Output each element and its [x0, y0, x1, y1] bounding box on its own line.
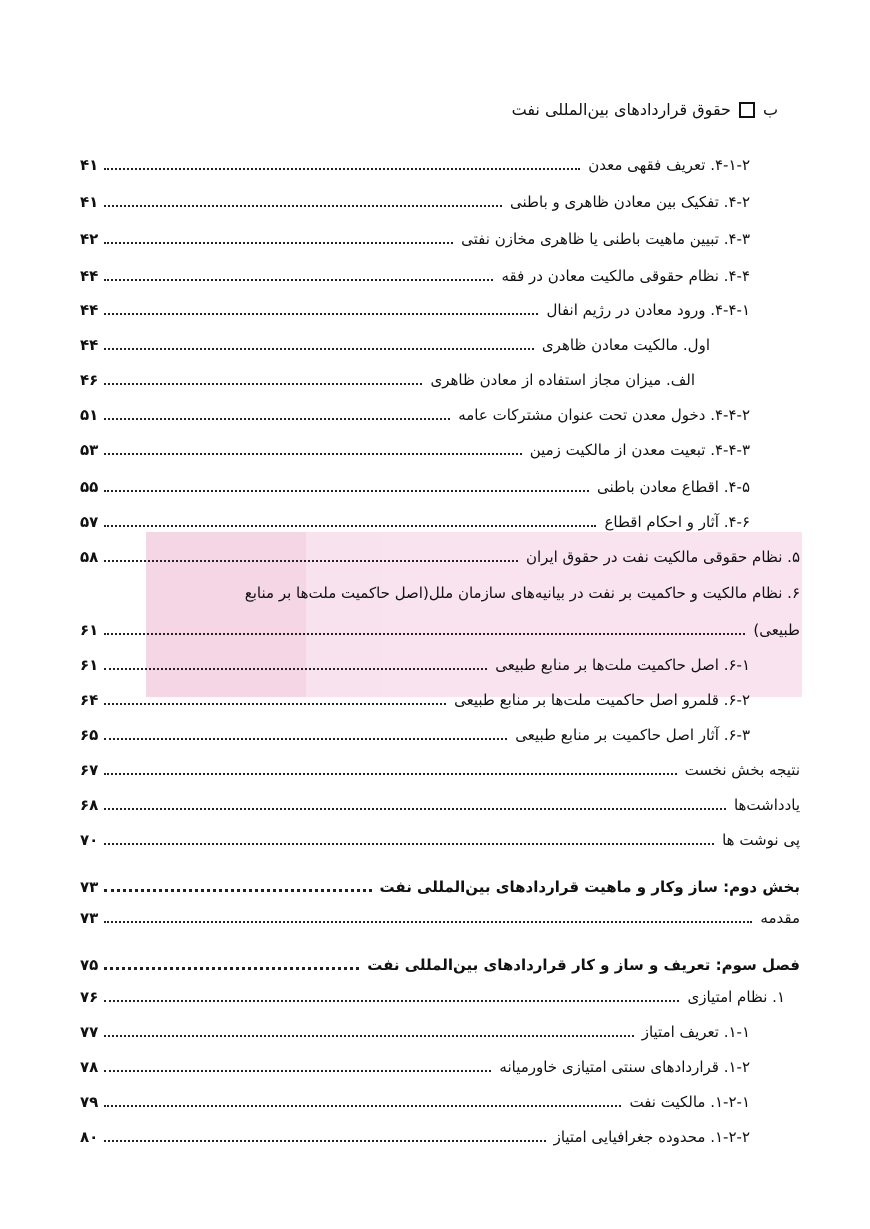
toc-entry-page: ۵۳ [80, 441, 99, 459]
toc-entry-page: ۷۷ [80, 1023, 99, 1041]
toc-entry [80, 987, 785, 1007]
toc-entry-title: الف. میزان مجاز استفاده از معادن ظاهری [430, 371, 695, 389]
toc-entry-title: نتیجه بخش نخست [684, 761, 800, 779]
toc-entry [80, 370, 695, 390]
toc-entry-page: ۷۰ [80, 831, 99, 849]
toc-entry-title: ۱-۱. تعریف امتیاز [641, 1023, 750, 1041]
toc-entry-title: ۱-۲-۱. مالکیت نفت [629, 1093, 750, 1111]
toc-entry-page: ۶۷ [80, 761, 99, 779]
toc-section-entry [80, 877, 800, 897]
toc-entry-title: ۶-۳. آثار اصل حاکمیت بر منابع طبیعی [515, 726, 750, 744]
toc-entry-title: ۴-۵. اقطاع معادن باطنی [596, 478, 750, 496]
toc-entry [80, 512, 750, 532]
toc-entry-title: یادداشت‌ها [733, 796, 800, 814]
toc-entry-title: ۱-۲. قراردادهای سنتی امتیازی خاورمیانه [499, 1058, 750, 1076]
toc-entry-page: ۵۵ [80, 478, 99, 496]
toc-entry [80, 1092, 750, 1112]
toc-entry-title: بخش دوم: ساز وکار و ماهیت قراردادهای بین‌المللی نفت [379, 878, 800, 896]
toc-entry [80, 1022, 750, 1042]
toc-entry [80, 335, 710, 355]
toc-entry-page: ۸۰ [80, 1128, 99, 1146]
toc-entry [80, 477, 750, 497]
toc-entry-title: اول. مالکیت معادن ظاهری [541, 336, 710, 354]
toc-entry [80, 795, 800, 815]
toc-entry [80, 405, 750, 425]
toc-entry-title-line1: ۶. نظام مالکیت و حاکمیت بر نفت در بیانیه‌های سازمان ملل(اصل حاکمیت ملت‌ها بر منابع [244, 584, 800, 602]
toc-entry-title: ۱. نظام امتیازی [687, 988, 785, 1006]
toc-entry-title: ۴-۳. تبیین ماهیت باطنی یا ظاهری مخازن نفتی [461, 230, 750, 248]
toc-entry-page: ۵۷ [80, 513, 99, 531]
toc-entry [80, 830, 800, 850]
toc-entry-page: ۴۱ [80, 156, 99, 174]
toc-entry-page: ۴۲ [80, 230, 99, 248]
toc-entry-title: پی نوشت ها [722, 831, 800, 849]
book-title: حقوق قراردادهای بین‌المللی نفت [511, 100, 731, 119]
toc-entry-title: ۴-۴-۱. ورود معادن در رژیم انفال [546, 301, 750, 319]
toc-entry-page: ۴۴ [80, 336, 99, 354]
toc-entry [80, 620, 800, 640]
toc-entry-page: ۵۱ [80, 406, 99, 424]
toc-entry-page: ۶۱ [80, 656, 99, 674]
toc-entry [80, 300, 750, 320]
toc-entry [80, 908, 800, 928]
toc-entry-page: ۶۴ [80, 691, 99, 709]
toc-chapter-entry [80, 955, 800, 975]
toc-entry [80, 229, 750, 249]
toc-entry [80, 266, 750, 286]
toc-entry-page: ۶۸ [80, 796, 99, 814]
toc-entry-page: ۷۳ [80, 878, 99, 896]
toc-entry-title: ۴-۴. نظام حقوقی مالکیت معادن در فقه [501, 267, 750, 285]
toc-entry-page: ۷۵ [80, 956, 99, 974]
toc-entry-title: ۵. نظام حقوقی مالکیت نفت در حقوق ایران [525, 548, 800, 566]
toc-entry-title: ۴-۴-۳. تبعیت معدن از مالکیت زمین [529, 441, 750, 459]
toc-entry [80, 547, 800, 567]
toc-entry-title: مقدمه [760, 909, 800, 927]
toc-entry [80, 1127, 750, 1147]
toc-entry-page: ۶۵ [80, 726, 99, 744]
toc-entry-page: ۷۶ [80, 988, 99, 1006]
toc-entry [80, 655, 750, 675]
toc-entry-title: ۶-۲. قلمرو اصل حاکمیت ملت‌ها بر منابع طبیعی [454, 691, 750, 709]
toc-entry-page: ۶۱ [80, 621, 99, 639]
toc-entry [80, 760, 800, 780]
toc-entry-title: ۴-۶. آثار و احکام اقطاع [604, 513, 750, 531]
toc-entry-title: ۶-۱. اصل حاکمیت ملت‌ها بر منابع طبیعی [495, 656, 750, 674]
toc-entry-title: ۱-۲-۲. محدوده جغرافیایی امتیاز [553, 1128, 750, 1146]
toc-entry-page: ۷۸ [80, 1058, 99, 1076]
toc-entry-title: فصل سوم: تعریف و ساز و کار قراردادهای بین‌المللی نفت [367, 956, 800, 974]
toc-entry-page: ۴۶ [80, 371, 99, 389]
toc-entry-title: ۴-۲. تفکیک بین معادن ظاهری و باطنی [510, 193, 750, 211]
toc-entry-page: ۴۴ [80, 301, 99, 319]
toc-entry-title: طبیعی) [753, 621, 800, 639]
toc-entry-page: ۵۸ [80, 548, 99, 566]
toc-entry [80, 1057, 750, 1077]
toc-entry [80, 725, 750, 745]
toc-entry-title: ۴-۴-۲. دخول معدن تحت عنوان مشترکات عامه [458, 406, 750, 424]
toc-entry-title: ۴-۱-۲. تعریف فقهی معدن [588, 156, 750, 174]
toc-entry-page: ۷۳ [80, 909, 99, 927]
toc-entry [80, 192, 750, 212]
toc-entry-page: ۷۹ [80, 1093, 99, 1111]
toc-entry [80, 155, 750, 175]
toc-entry-page: ۴۱ [80, 193, 99, 211]
toc-entry-page: ۴۴ [80, 267, 99, 285]
toc-entry [80, 690, 750, 710]
toc-entry [80, 440, 750, 460]
page-letter: ب [762, 100, 778, 119]
